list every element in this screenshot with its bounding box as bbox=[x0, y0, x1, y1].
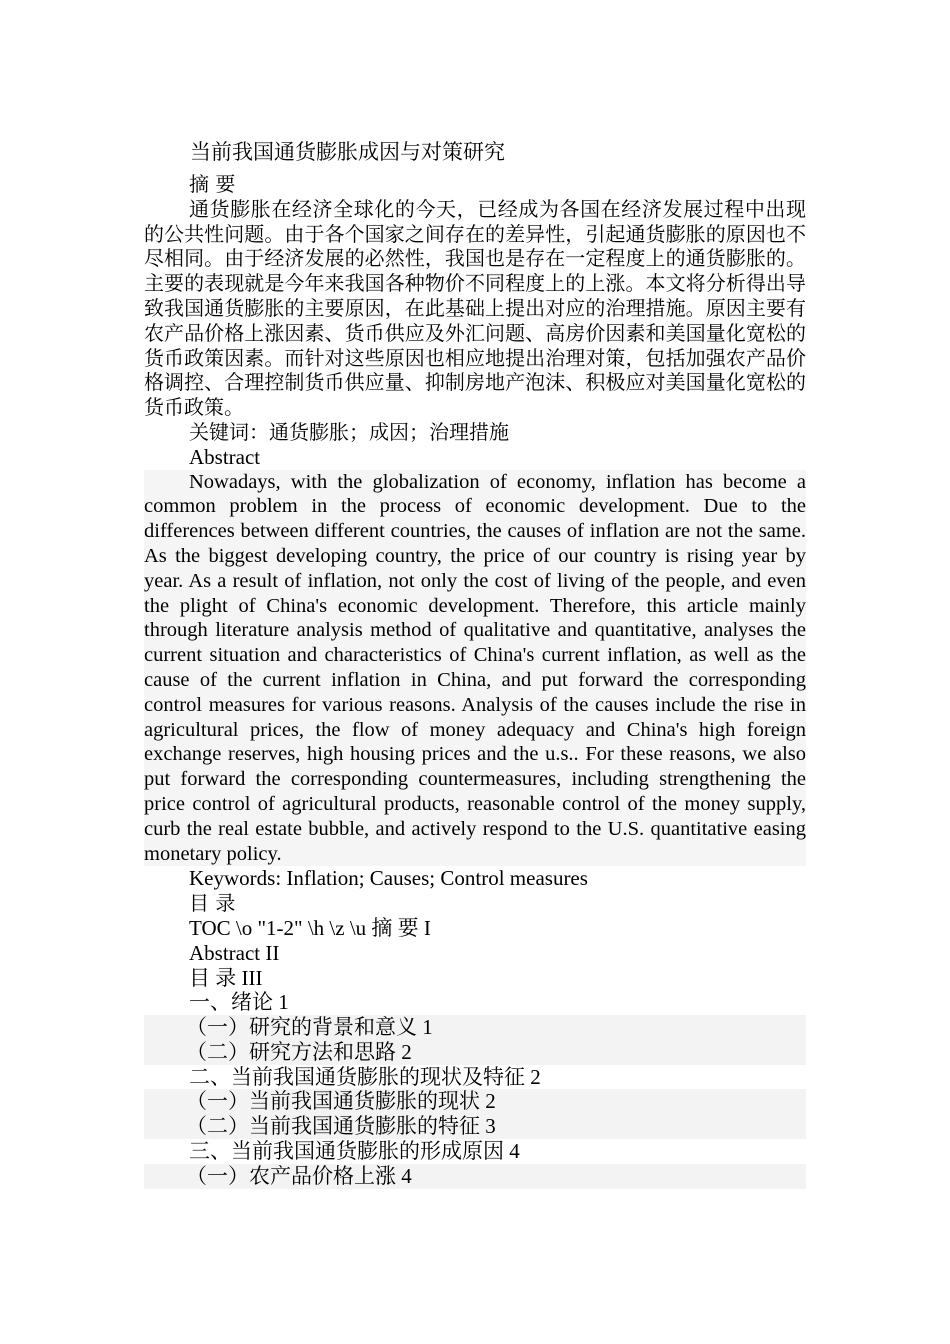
abstract-cn-body: 通货膨胀在经济全球化的今天，已经成为各国在经济发展过程中出现的公共性问题。由于各个国家之间存在的差异性，引起通货膨胀的原因也不尽相同。由于经济发展的必然性，我国也是存在一定程度上的通货膨胀的。主要的表现就是今年来我国各种物价不同程度上的上涨。本文将分析得出导致我国通货膨胀的主要原因，在此基础上提出对应的治理措施。原因主要有农产品价格上涨因素、货币供应及外汇问题、高房价因素和美国量化宽松的货币政策因素。而针对这些原因也相应地提出治理对策，包括加强农产品价格调控、合理控制货币供应量、抑制房地产泡沫、积极应对美国量化宽松的货币政策。 bbox=[144, 196, 806, 420]
toc-entry-3-1[interactable]: （一）农产品价格上涨 4 bbox=[144, 1164, 806, 1189]
toc-entry-contents[interactable]: 目 录 III bbox=[189, 965, 263, 990]
toc-entry-chapter-3[interactable]: 三、当前我国通货膨胀的形成原因 4 bbox=[189, 1139, 520, 1164]
toc-entry-chapter-2[interactable]: 二、当前我国通货膨胀的现状及特征 2 bbox=[189, 1064, 541, 1089]
keywords-en: Keywords: Inflation; Causes; Control measures bbox=[189, 866, 588, 891]
toc-entry-chapter-1[interactable]: 一、绪论 1 bbox=[189, 990, 289, 1015]
abstract-en-body: Nowadays, with the globalization of economy, inflation has become a common problem in the process of economic development. Due to the differences between different countries, the causes of inflation are not the same. As the biggest developing country, the price of our country is rising year by year. As a result of inflation, not only the cost of living of the people, and even the plight of China's economic development. Therefore, this article mainly through literature analysis method of qualitative and quantitative, analyses the current situation and characteristics of China's current inflation, as well as the cause of the current inflation in China, and put forward the corresponding control measures for various reasons. Analysis of the causes include the rise in agricultural prices, the flow of money adequacy and China's high foreign exchange reserves, high housing prices and the u.s.. For these reasons, we also put forward the corresponding countermeasures, including strengthening the price control of agricultural products, reasonable control of the money supply, curb the real estate bubble, and actively respond to the U.S. quantitative easing monetary policy. bbox=[144, 470, 806, 865]
toc-entry-2-1[interactable]: （一）当前我国通货膨胀的现状 2 bbox=[144, 1089, 806, 1114]
abstract-en-heading: Abstract bbox=[189, 444, 261, 469]
toc-entry-2-2[interactable]: （二）当前我国通货膨胀的特征 3 bbox=[144, 1114, 806, 1139]
abstract-cn-heading: 摘 要 bbox=[189, 172, 236, 196]
toc-entry-abstract[interactable]: Abstract II bbox=[189, 940, 280, 965]
toc-heading: 目 录 bbox=[189, 891, 236, 916]
keywords-cn: 关键词：通货膨胀；成因；治理措施 bbox=[189, 419, 509, 444]
toc-entry-1-1[interactable]: （一）研究的背景和意义 1 bbox=[144, 1015, 806, 1040]
toc-entry-1-2[interactable]: （二）研究方法和思路 2 bbox=[144, 1040, 806, 1065]
document-page bbox=[144, 135, 806, 1189]
toc-field-code: TOC \o "1-2" \h \z \u 摘 要 I bbox=[189, 915, 431, 940]
document-title: 当前我国通货膨胀成因与对策研究 bbox=[190, 140, 505, 164]
